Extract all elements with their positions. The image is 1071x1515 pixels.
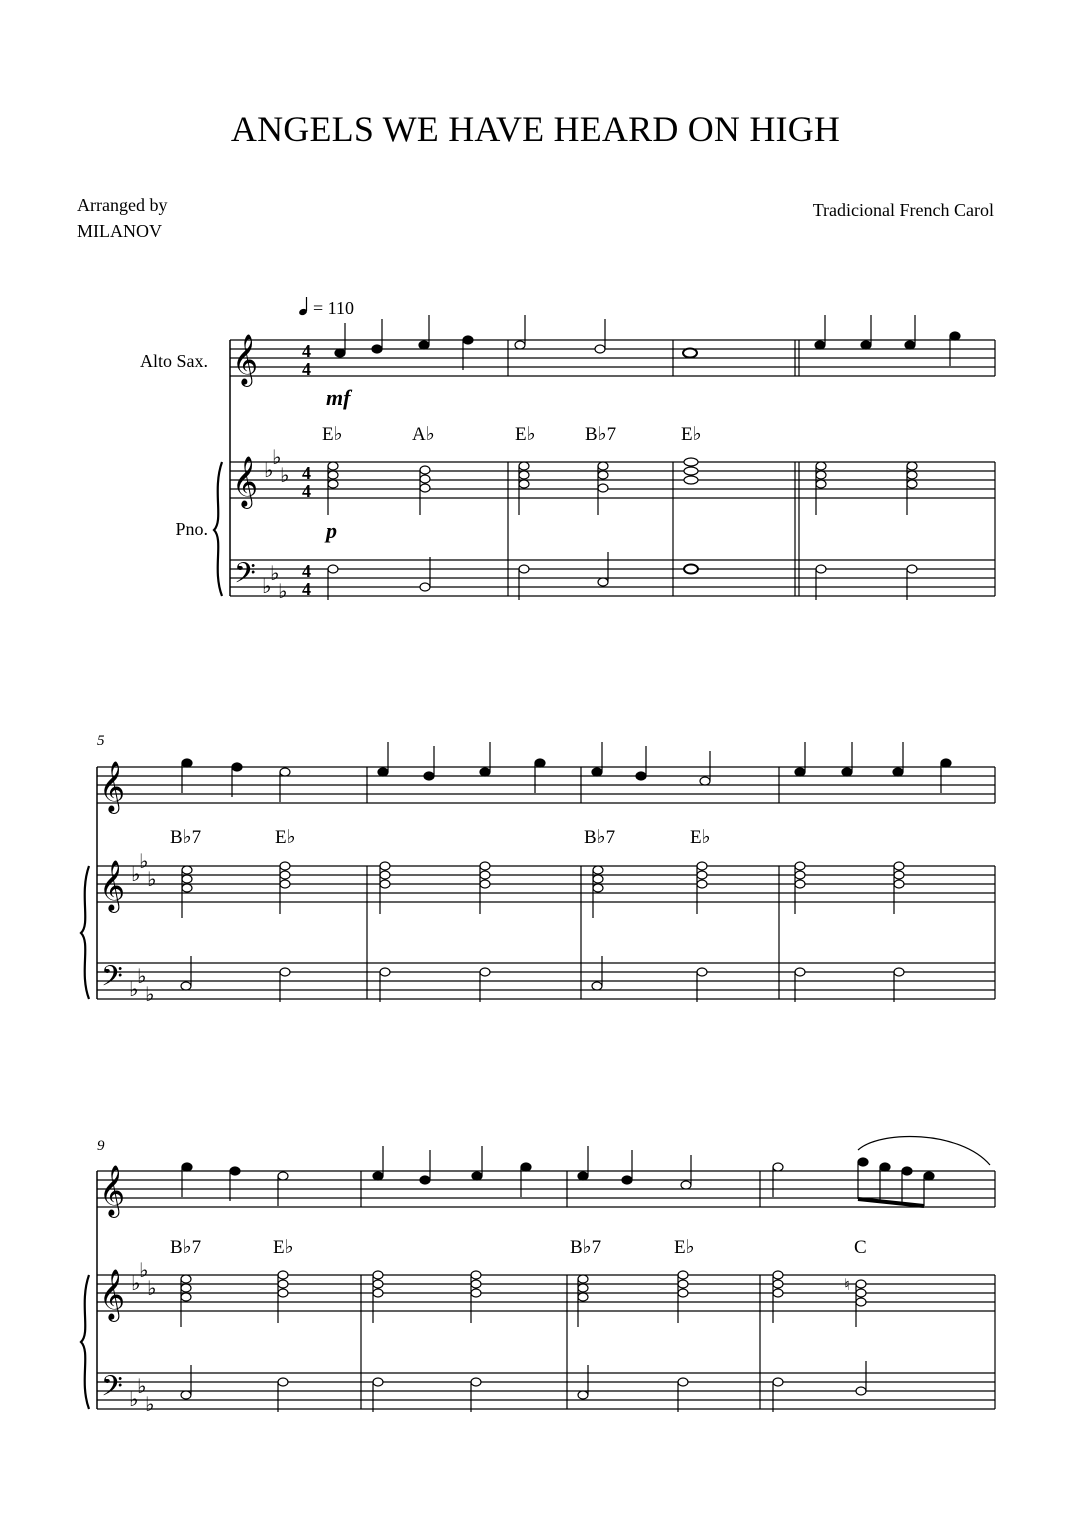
time-signature [302, 341, 311, 599]
instrument-label-piano: Pno. [175, 519, 208, 539]
svg-text:♭: ♭ [280, 463, 290, 487]
natural-sign-icon: ♮ [844, 1275, 850, 1294]
treble-clef-icon: 𝄞 [232, 456, 259, 507]
staff-piano-treble-1 [230, 462, 995, 498]
svg-text:♭: ♭ [145, 982, 155, 1006]
chord-symbol: E♭ [515, 424, 536, 445]
svg-text:♭: ♭ [137, 1374, 147, 1398]
chord-symbol: B♭7 [170, 827, 202, 848]
treble-clef-icon: 𝄞 [232, 334, 259, 385]
dynamic-p: p [326, 518, 337, 543]
treble-clef-icon: 𝄞 [99, 1165, 126, 1216]
svg-text:♭: ♭ [270, 561, 280, 585]
svg-text:♭: ♭ [137, 964, 147, 988]
svg-text:4: 4 [302, 579, 311, 599]
bass-clef-icon: 𝄢 [101, 960, 123, 1000]
key-signature-bass-1 [262, 561, 287, 603]
arranger-name: MILANOV [77, 221, 162, 241]
staff-piano-bass-1 [230, 560, 995, 596]
tempo-marking [298, 297, 354, 318]
chord-symbol: B♭7 [585, 424, 617, 445]
key-signature-treble-2 [131, 849, 156, 891]
chord-symbol: E♭ [674, 1237, 695, 1258]
piano-brace-1 [214, 462, 222, 596]
chord-symbol: C [854, 1237, 867, 1258]
svg-text:4: 4 [302, 341, 311, 361]
svg-text:♭: ♭ [147, 867, 157, 891]
key-signature-treble-3 [131, 1258, 156, 1300]
piano-bass-notes-1 [328, 552, 917, 600]
key-signature-bass-3 [129, 1374, 154, 1416]
score-title: ANGELS WE HAVE HEARD ON HIGH [230, 109, 841, 149]
svg-text:4: 4 [302, 463, 311, 483]
staff-sax-3 [97, 1171, 995, 1207]
piano-chords-1 [328, 458, 917, 515]
chord-symbol: E♭ [681, 424, 702, 445]
svg-text:4: 4 [302, 561, 311, 581]
svg-text:♭: ♭ [129, 977, 139, 1001]
svg-text:♭: ♭ [139, 849, 149, 873]
staff-piano-treble-2 [97, 866, 995, 902]
svg-text:4: 4 [302, 359, 311, 379]
piano-brace-3 [81, 1275, 89, 1409]
slur-line [858, 1136, 990, 1165]
piano-brace-2 [81, 866, 89, 999]
chord-symbol: E♭ [273, 1237, 294, 1258]
composer-credit: Tradicional French Carol [812, 200, 994, 220]
sax-notes-2 [182, 742, 951, 802]
chord-symbol: E♭ [275, 827, 296, 848]
dynamic-mf: mf [326, 385, 351, 410]
staff-piano-bass-2 [97, 963, 995, 999]
chord-symbols-2 [170, 827, 711, 848]
treble-clef-icon: 𝄞 [99, 761, 126, 812]
svg-text:♭: ♭ [272, 445, 282, 469]
key-signature-treble-1 [264, 445, 289, 487]
chord-symbol: E♭ [322, 424, 343, 445]
chord-symbols-1 [322, 424, 702, 445]
sax-notes-1 [335, 315, 960, 370]
piano-chords-2 [182, 862, 904, 918]
chord-symbol: B♭7 [584, 827, 616, 848]
svg-text:♭: ♭ [129, 1387, 139, 1411]
measure-number: 5 [97, 733, 105, 749]
svg-text:♭: ♭ [145, 1392, 155, 1416]
instrument-label-sax: Alto Sax. [139, 351, 208, 371]
svg-text:♭: ♭ [131, 862, 141, 886]
chord-symbols-3 [170, 1237, 867, 1258]
svg-text:♭: ♭ [264, 458, 274, 482]
piano-chords-3 [181, 1271, 866, 1327]
bass-clef-icon: 𝄢 [234, 557, 256, 597]
chord-symbol: B♭7 [170, 1237, 202, 1258]
treble-clef-icon: 𝄞 [99, 1269, 126, 1320]
chord-symbol: B♭7 [570, 1237, 602, 1258]
svg-text:4: 4 [302, 481, 311, 501]
chord-symbol: A♭ [412, 424, 435, 445]
svg-text:♭: ♭ [147, 1276, 157, 1300]
svg-text:♭: ♭ [139, 1258, 149, 1282]
arranger-label: Arranged by [77, 195, 168, 215]
chord-symbol: E♭ [690, 827, 711, 848]
key-signature-bass-2 [129, 964, 154, 1006]
svg-text:♭: ♭ [278, 579, 288, 603]
piano-bass-notes-3 [181, 1361, 866, 1412]
svg-text:♭: ♭ [262, 574, 272, 598]
tempo-text: = 110 [313, 298, 354, 318]
bass-clef-icon: 𝄢 [101, 1370, 123, 1410]
treble-clef-icon: 𝄞 [99, 860, 126, 911]
svg-text:♭: ♭ [131, 1271, 141, 1295]
measure-number: 9 [97, 1138, 105, 1154]
